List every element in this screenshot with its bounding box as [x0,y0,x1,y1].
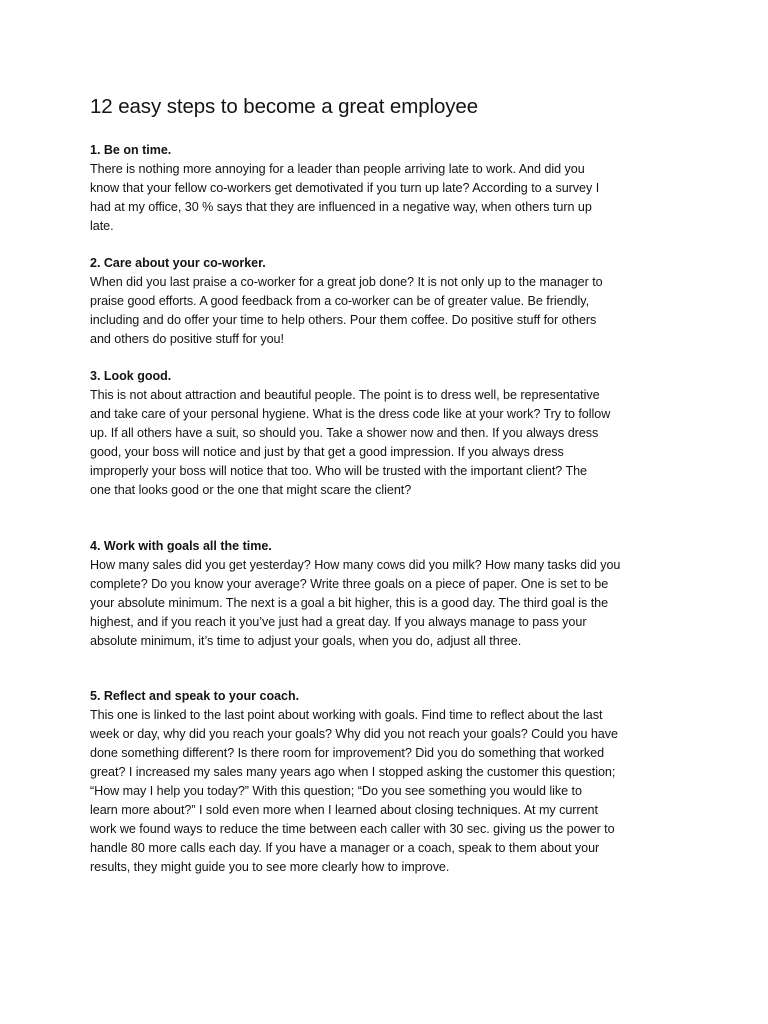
document-title: 12 easy steps to become a great employee [90,95,479,118]
paragraph-line: How many sales did you get yesterday? How many cows did you milk? How many tasks did you [90,558,621,572]
section-heading: 2. Care about your co-worker. [90,256,266,270]
section-look-good [90,367,690,500]
paragraph-line: complete? Do you know your average? Write three goals on a piece of paper. One is set to be [90,577,609,591]
paragraph-line: When did you last praise a co-worker for a great job done? It is not only up to the manager to [90,275,603,289]
paragraph-line: highest, and if you reach it you’ve just had a great day. If you always manage to pass your [90,615,587,629]
section-reflect-and-speak [90,687,690,877]
paragraph-line: had at my office, 30 % says that they are influenced in a negative way, when others turn up [90,200,592,214]
paragraph-line: and take care of your personal hygiene. What is the dress code like at your work? Try to follow [90,407,611,421]
paragraph-line: praise good efforts. A good feedback from a co-worker can be of greater value. Be friendly, [90,294,590,308]
paragraph-line: and others do positive stuff for you! [90,332,284,346]
paragraph-line: learn more about?” I sold even more when I learned about closing techniques. At my current [90,803,598,817]
paragraph-line: late. [90,219,114,233]
section-be-on-time [90,141,690,236]
section-heading: 5. Reflect and speak to your coach. [90,689,300,703]
paragraph-line: including and do offer your time to help others. Pour them coffee. Do positive stuff for others [90,313,597,327]
paragraph-line: good, your boss will notice and just by that get a good impression. If you always dress [90,445,564,459]
section-heading: 4. Work with goals all the time. [90,539,272,553]
paragraph-line: This one is linked to the last point about working with goals. Find time to reflect about the last [90,708,603,722]
paragraph-line: “How may I help you today?” With this question; “Do you see something you would like to [90,784,582,798]
paragraph-line: absolute minimum, it’s time to adjust your goals, when you do, adjust all three. [90,634,522,648]
paragraph-line: results, they might guide you to see more clearly how to improve. [90,860,450,874]
paragraph-line: handle 80 more calls each day. If you have a manager or a coach, speak to them about your [90,841,600,855]
paragraph-line: done something different? Is there room for improvement? Did you do something that worked [90,746,605,760]
paragraph-line: work we found ways to reduce the time between each caller with 30 sec. giving us the power to [90,822,615,836]
section-care-about-co-worker [90,254,690,349]
paragraph-line: up. If all others have a suit, so should you. Take a shower now and then. If you always dress [90,426,599,440]
paragraph-line: improperly your boss will notice that too. Who will be trusted with the important client? The [90,464,587,478]
section-heading: 1. Be on time. [90,143,172,157]
section-heading: 3. Look good. [90,369,172,383]
paragraph-line: know that your fellow co-workers get demotivated if you turn up late? According to a survey I [90,181,600,195]
paragraph-line: This is not about attraction and beautiful people. The point is to dress well, be representative [90,388,600,402]
paragraph-line: great? I increased my sales many years ago when I stopped asking the customer this question; [90,765,616,779]
paragraph-line: week or day, why did you reach your goals? Why did you not reach your goals? Could you have [90,727,618,741]
paragraph-line: one that looks good or the one that might scare the client? [90,483,412,497]
paragraph-line: your absolute minimum. The next is a goal a bit higher, this is a good day. The third goal is the [90,596,609,610]
paragraph-line: There is nothing more annoying for a leader than people arriving late to work. And did you [90,162,585,176]
section-work-with-goals [90,537,690,651]
